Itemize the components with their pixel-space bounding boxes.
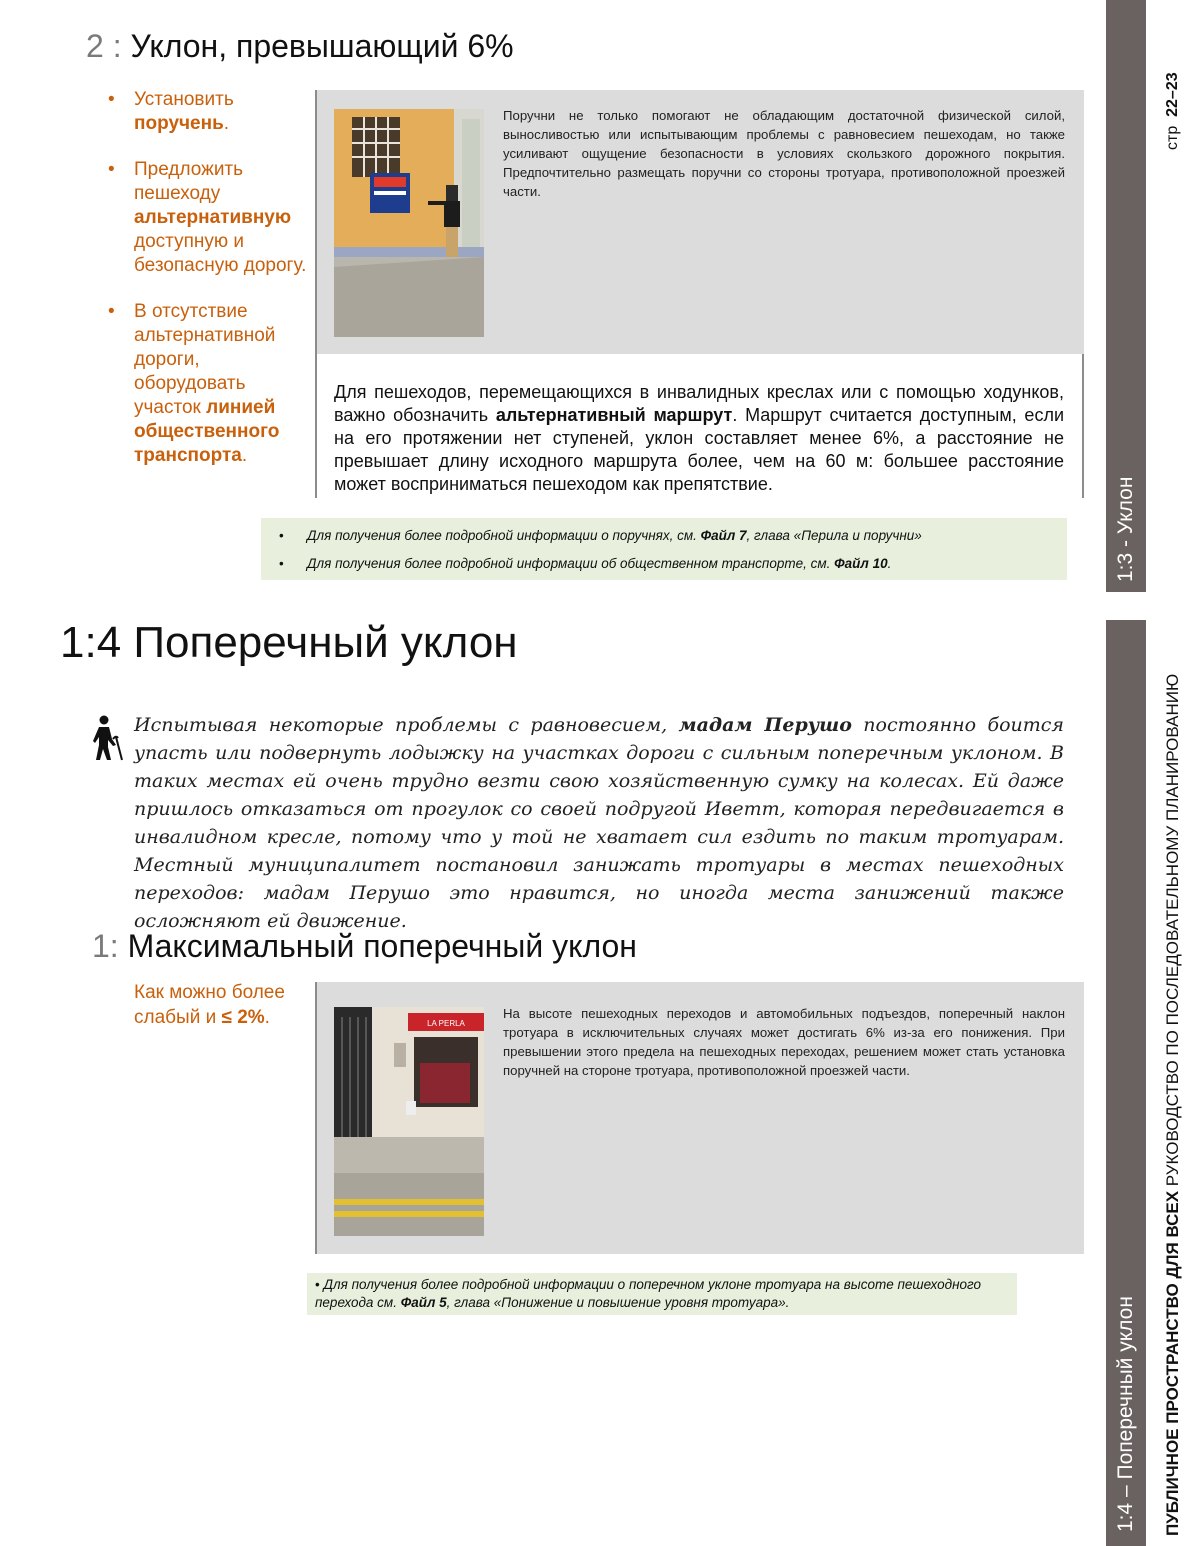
more-info-note-13	[261, 518, 1067, 580]
alternative-route-paragraph: Для пешеходов, перемещающихся в инвалидных креслах или с помощью ходунков, важно обозначить альтернативный маршрут. Маршрут считается доступным, если на его протяжении нет ступеней, уклон составляет менее 6%, а расстояние не превышает длину исходного маршрута более, чем на 60 м: большее расстояние может восприниматься пешеходом как препятствие.	[334, 382, 1065, 494]
heading-number: 1:	[92, 928, 119, 964]
crossing-photo-image	[334, 1007, 484, 1236]
section-title-cross-slope: 1:4 Поперечный уклон	[60, 618, 518, 667]
handrail-box-text: Поручни не только помогают не обладающим достаточной физической силой, выносливостью или испытывающим проблемы с равновесием пешеходам, но также усиливают ощущение безопасности в условиях скользкого дорожного покрытия. Предпочтительно размещать поручни со стороны тротуара, противоположной проезжей части.	[503, 108, 1065, 199]
list-item: • В отсутствие альтернативной дороги, оборудовать участок линией общественного транспорта.	[108, 300, 308, 468]
more-info-note-14: • Для получения более подробной информации о поперечном уклоне тротуара на высоте пешеходного перехода см. Файл 5, глава «Понижение и повышение уровня тротуара».	[307, 1273, 1017, 1315]
list-item: • Установить поручень.	[108, 88, 308, 136]
handrail-photo-image	[334, 109, 484, 337]
heading-text: Уклон, превышающий 6%	[130, 28, 514, 64]
list-item: • Для получения более подробной информации о поручнях, см. Файл 7, глава «Перила и поручни»	[261, 522, 1067, 550]
section-heading-max-cross-slope	[92, 928, 637, 965]
list-item: • Для получения более подробной информации об общественном транспорте, см. Файл 10.	[261, 550, 1067, 578]
tab-label-14: 1:4 – Поперечный уклон	[1114, 1296, 1137, 1532]
recommendation-list	[108, 88, 308, 490]
tab-label-13: 1:3 - Уклон	[1114, 476, 1137, 582]
paragraph-right-rule	[1082, 354, 1084, 498]
section-heading-slope-over-6	[86, 28, 514, 65]
page-label: стр	[1164, 125, 1181, 150]
page-number	[1164, 72, 1182, 150]
crossing-photo	[334, 1007, 484, 1236]
guide-title: ПУБЛИЧНОЕ ПРОСТРАНСТВО ДЛЯ ВСЕХ РУКОВОДСТВО ПО ПОСЛЕДОВАТЕЛЬНОМУ ПЛАНИРОВАНИЮ	[1163, 673, 1182, 1536]
paragraph-left-rule	[315, 354, 317, 498]
page-range: 22–23	[1164, 72, 1181, 117]
shop-sign-text: LA PERLA	[427, 1019, 465, 1028]
handrail-photo	[334, 109, 484, 337]
pedestrian-with-cane-icon	[92, 715, 126, 761]
cross-slope-box-text: На высоте пешеходных переходов и автомобильных подъездов, поперечный наклон тротуара в исключительных случаях может достигать 6% из-за его понижения. При превышении этого предела на пешеходных переходах, решением может стать установка поручней на стороне тротуара, противоположной проезжей части.	[503, 1006, 1065, 1078]
list-item: • Предложить пешеходу альтернативную доступную и безопасную дорогу.	[108, 158, 308, 278]
madame-perusho-story: Испытывая некоторые проблемы с равновесием, мадам Перушо постоянно боится упасть или подвернуть лодыжку на участках дороги с сильным поперечным уклоном. В таких местах ей очень трудно везти свою хозяйственную сумку на колесах. Ей даже пришлось отказаться от прогулок со своей подругой Иветт, которая передвигается в инвалидном кресле, потому что у той не хватает сил ездить по таким тротуарам. Местный муниципалитет постановил занижать тротуары в местах пешеходных переходов: мадам Перушо это нравится, но иногда места занижений также осложняют ей движение.	[134, 714, 1064, 932]
heading-number: 2 :	[86, 28, 122, 64]
max-cross-slope-recommendation: Как можно более слабый и ≤ 2%.	[134, 982, 285, 1028]
heading-text: Максимальный поперечный уклон	[127, 928, 637, 964]
